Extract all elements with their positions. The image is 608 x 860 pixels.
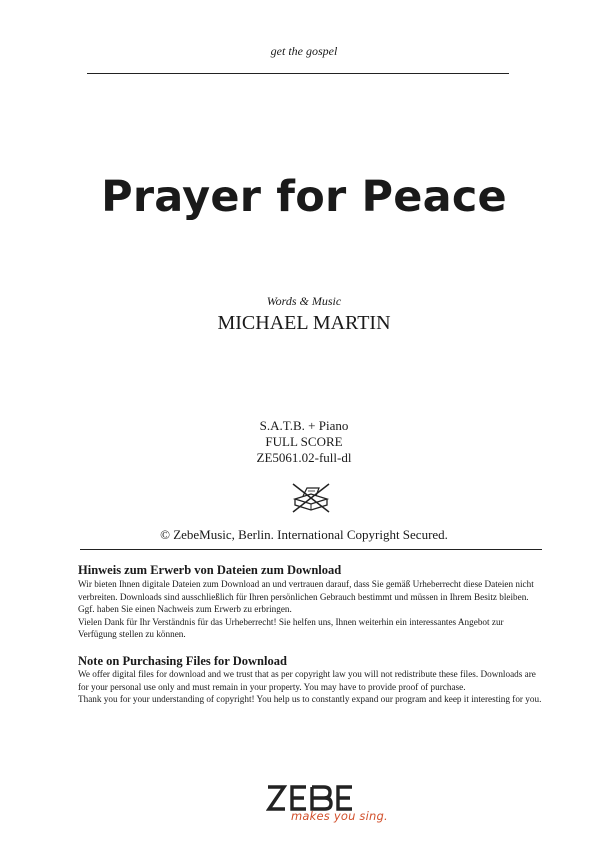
notice-line: Thank you for your understanding of copyright! You help us to constantly expand our program and keep it interesting for you. xyxy=(78,694,542,705)
copyright-notice: © ZebeMusic, Berlin. International Copyright Secured. xyxy=(160,527,448,542)
score-type: FULL SCORE xyxy=(265,434,343,449)
score-title: Prayer for Peace xyxy=(101,172,507,222)
notice-de-body xyxy=(78,578,558,641)
credit-label: Words & Music xyxy=(266,294,342,308)
no-photocopy-icon xyxy=(289,482,333,514)
notice-line: Ggf. haben Sie einen Nachweis zum Erwerb zu erbringen. xyxy=(78,604,292,615)
header-tagline: get the gospel xyxy=(270,44,338,58)
notice-en-heading: Note on Purchasing Files for Download xyxy=(78,654,287,668)
section-divider xyxy=(80,549,542,550)
notice-line: Verfügung stellen zu können. xyxy=(78,629,186,640)
notice-line: for your personal use only and must remain in your property. You may have to provide proof of purchase. xyxy=(78,681,466,692)
catalog-number: ZE5061.02-full-dl xyxy=(256,450,352,465)
notice-line: We offer digital files for download and we trust that as per copyright law you will not redistribute these files. Downloads are xyxy=(78,669,536,679)
top-divider xyxy=(87,73,509,74)
notice-line: Wir bieten Ihnen digitale Dateien zum Download an und vertrauen darauf, dass Sie gemäß Urheberrecht diese Dateien nicht xyxy=(78,579,534,589)
notice-en-body xyxy=(78,668,558,706)
voicing: S.A.T.B. + Piano xyxy=(259,418,349,433)
composer-name: MICHAEL MARTIN xyxy=(217,312,391,334)
logo-tagline: makes you sing. xyxy=(291,809,388,823)
notice-line: Vielen Dank für Ihr Verständnis für das Urheberrecht! Sie helfen uns, Ihnen weiterhin ein interessantes Angebot zur xyxy=(78,616,504,627)
notice-line: verbreiten. Downloads sind ausschließlich für Ihren persönlichen Gebrauch bestimmt und müssen in Ihrem Besitz bleiben. xyxy=(78,591,529,602)
notice-de-heading: Hinweis zum Erwerb von Dateien zum Download xyxy=(78,563,342,577)
